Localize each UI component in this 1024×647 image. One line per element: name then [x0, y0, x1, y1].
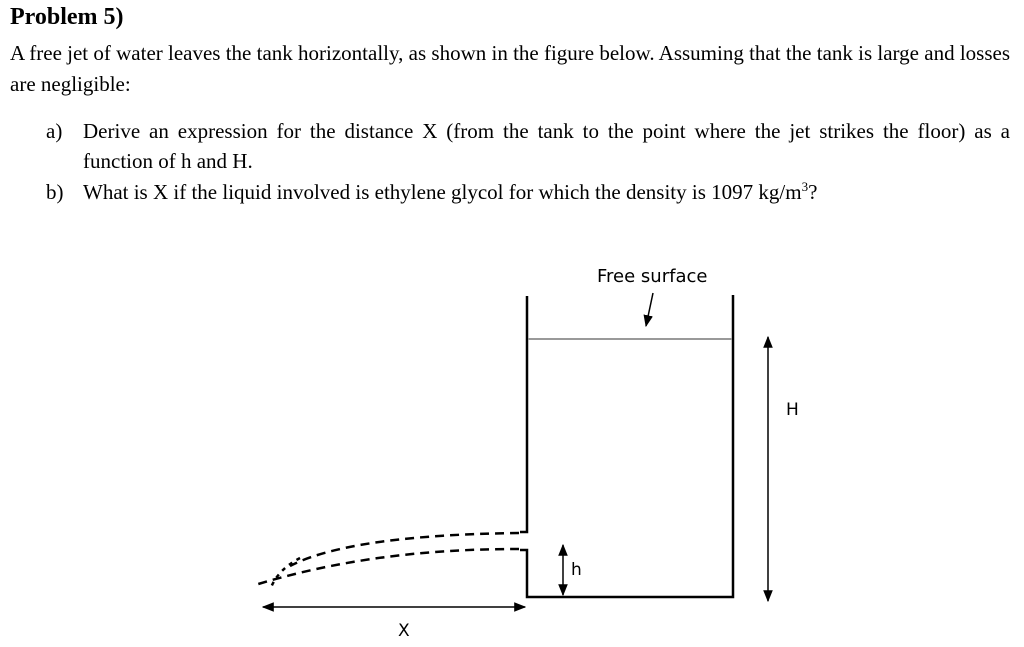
tank-wall-left	[520, 296, 527, 532]
free-surface-label: Free surface	[597, 266, 708, 287]
question-b-tail: ?	[808, 180, 818, 204]
X-label: X	[398, 621, 410, 641]
question-b-superscript: 3	[801, 179, 809, 194]
jet-lower-stream	[255, 549, 519, 585]
problem-intro: A free jet of water leaves the tank horizontally, as shown in the figure below. Assuming that the tank is large and losses are negligible:	[10, 41, 1010, 96]
question-b-text: What is X if the liquid involved is ethylene glycol for which the density is 1097 kg/m	[83, 180, 802, 204]
h-label: h	[571, 560, 582, 580]
tank-wall-bottom	[520, 295, 733, 597]
question-a-text: Derive an expression for the distance X (from the tank to the point where the jet strikes the floor) as a function of h and H.	[83, 119, 1010, 173]
question-b-label: b)	[46, 180, 64, 204]
H-label: H	[786, 400, 799, 420]
question-a-label: a)	[46, 119, 63, 143]
problem-title: Problem 5)	[10, 4, 124, 30]
free-surface-pointer	[646, 293, 653, 326]
